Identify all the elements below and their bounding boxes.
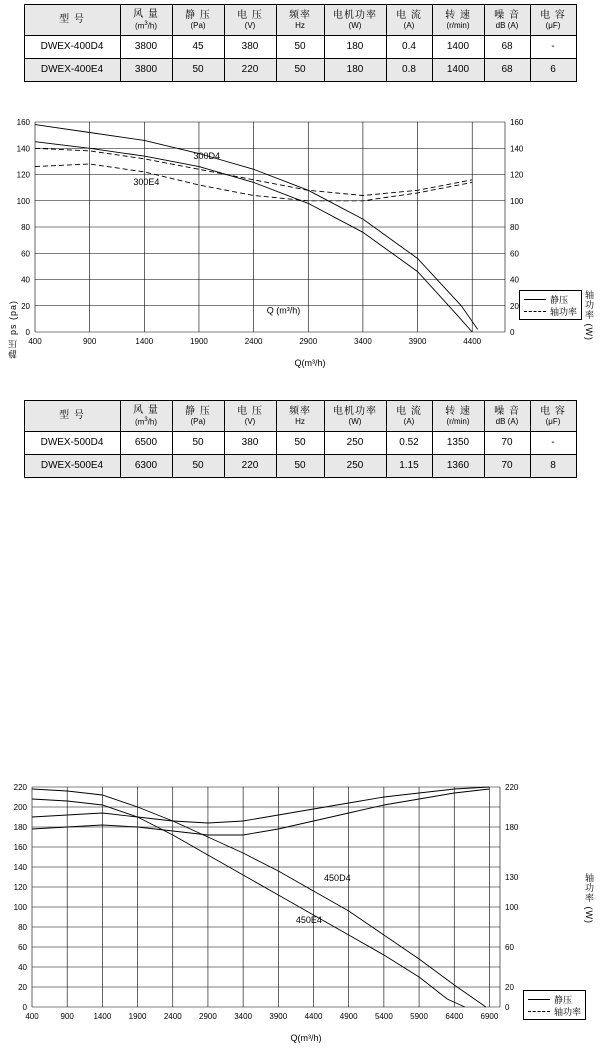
legend-label: 静压	[553, 994, 572, 1005]
table-cell: 68	[484, 59, 530, 82]
svg-text:900: 900	[82, 337, 97, 346]
legend-entry	[524, 293, 577, 305]
svg-text:180: 180	[13, 823, 27, 832]
table-cell: 0.52	[386, 432, 432, 455]
table-cell: 380	[224, 36, 276, 59]
chart-400-x-title: Q(m³/h)	[294, 358, 326, 368]
table-cell: 50	[276, 455, 324, 478]
svg-text:120: 120	[510, 170, 524, 180]
table-cell: 220	[224, 59, 276, 82]
dwex-400-spec-table	[24, 4, 577, 82]
svg-text:20: 20	[18, 983, 27, 992]
column-header: 电 容 (μF)	[530, 5, 576, 36]
svg-text:450D4: 450D4	[324, 873, 351, 883]
svg-text:130: 130	[505, 873, 519, 882]
table-cell: DWEX-400E4	[24, 59, 120, 82]
chart-400-block	[0, 110, 600, 380]
svg-text:60: 60	[510, 249, 519, 259]
svg-text:120: 120	[16, 170, 30, 180]
svg-text:2900: 2900	[299, 337, 318, 346]
svg-text:6400: 6400	[445, 1012, 464, 1021]
svg-text:40: 40	[510, 275, 519, 285]
table-cell: 0.8	[386, 59, 432, 82]
column-header: 型 号	[24, 401, 120, 432]
svg-text:60: 60	[21, 249, 30, 259]
table-cell: 50	[276, 432, 324, 455]
svg-text:180: 180	[505, 823, 519, 832]
table-cell: 380	[224, 432, 276, 455]
table-cell: 6500	[120, 432, 172, 455]
chart-400-y-right-label: 轴功率 (W)	[584, 290, 594, 341]
svg-text:3400: 3400	[354, 337, 372, 346]
svg-text:450E4: 450E4	[295, 915, 322, 925]
legend-entry	[524, 305, 577, 317]
chart-400-legend	[519, 290, 582, 320]
column-header: 电 流 (A)	[386, 401, 432, 432]
table-row	[24, 432, 576, 455]
table-cell: 50	[172, 59, 224, 82]
svg-text:5400: 5400	[374, 1012, 393, 1021]
svg-text:120: 120	[13, 883, 27, 892]
table-cell: 3800	[120, 36, 172, 59]
table-cell: 3800	[120, 59, 172, 82]
chart-500-legend	[523, 990, 586, 1020]
svg-text:100: 100	[505, 903, 519, 912]
table-cell: 8	[530, 455, 576, 478]
svg-text:80: 80	[21, 223, 30, 232]
svg-text:1900: 1900	[128, 1012, 147, 1021]
column-header: 转 速 (r/min)	[432, 401, 484, 432]
table-cell: 50	[276, 36, 324, 59]
column-header: 转 速 (r/min)	[432, 5, 484, 36]
table-cell: 70	[484, 432, 530, 455]
svg-text:2400: 2400	[163, 1012, 182, 1021]
svg-text:900: 900	[60, 1012, 74, 1021]
table-row	[24, 455, 576, 478]
legend-label: 轴功率	[553, 1006, 581, 1017]
column-header: 噪 音 dB (A)	[484, 401, 530, 432]
table-cell: 50	[172, 455, 224, 478]
table-cell: 1350	[432, 432, 484, 455]
svg-text:4400: 4400	[304, 1012, 323, 1021]
column-header: 静 压 (Pa)	[172, 5, 224, 36]
table-header-row	[24, 5, 576, 36]
svg-text:400: 400	[28, 337, 42, 346]
chart-400-plot	[0, 110, 600, 360]
legend-entry	[528, 1005, 581, 1017]
legend-entry	[528, 993, 581, 1005]
table-cell: 180	[324, 36, 386, 59]
column-header: 噪 音 dB (A)	[484, 5, 530, 36]
svg-text:0: 0	[510, 328, 515, 337]
svg-text:80: 80	[510, 223, 519, 232]
column-header: 电 流 (A)	[386, 5, 432, 36]
column-header: 频率 Hz	[276, 5, 324, 36]
svg-text:4900: 4900	[339, 1012, 358, 1021]
svg-text:1900: 1900	[190, 337, 208, 346]
table-cell: 1400	[432, 59, 484, 82]
table-cell: 68	[484, 36, 530, 59]
legend-swatch	[524, 311, 546, 312]
svg-text:0: 0	[22, 1003, 27, 1012]
svg-text:80: 80	[18, 923, 27, 932]
legend-label: 轴功率	[549, 306, 577, 317]
svg-text:5900: 5900	[410, 1012, 428, 1021]
table-cell: 250	[324, 432, 386, 455]
column-header: 电机功率 (W)	[324, 5, 386, 36]
svg-text:4400: 4400	[463, 337, 482, 346]
table-cell: 220	[224, 455, 276, 478]
svg-text:160: 160	[13, 843, 27, 852]
table-cell: 45	[172, 36, 224, 59]
svg-text:60: 60	[505, 943, 514, 952]
svg-text:3900: 3900	[269, 1012, 288, 1021]
svg-text:140: 140	[510, 144, 524, 154]
legend-swatch	[528, 1011, 550, 1012]
table-row	[24, 59, 576, 82]
table-cell: 50	[172, 432, 224, 455]
svg-text:Q (m³/h): Q (m³/h)	[266, 305, 301, 316]
legend-swatch	[528, 999, 550, 1000]
svg-text:3900: 3900	[408, 337, 427, 346]
svg-text:300E4: 300E4	[133, 177, 160, 187]
svg-text:60: 60	[18, 943, 27, 952]
svg-text:40: 40	[21, 275, 30, 285]
chart-500-y-right-label: 轴功率 (W)	[584, 873, 594, 924]
svg-text:220: 220	[505, 783, 519, 792]
table-row	[24, 36, 576, 59]
svg-text:20: 20	[505, 983, 514, 992]
column-header: 频率 Hz	[276, 401, 324, 432]
table-cell: DWEX-500D4	[24, 432, 120, 455]
svg-text:300D4: 300D4	[193, 150, 221, 161]
svg-text:2900: 2900	[199, 1012, 217, 1021]
svg-text:0: 0	[505, 1003, 510, 1012]
svg-text:3400: 3400	[234, 1012, 253, 1021]
table-header-row	[24, 401, 576, 432]
table-cell: -	[530, 36, 576, 59]
svg-text:160: 160	[510, 118, 524, 127]
svg-text:140: 140	[13, 863, 27, 872]
legend-swatch	[524, 299, 546, 300]
table-cell: 6300	[120, 455, 172, 478]
svg-text:40: 40	[18, 963, 27, 972]
svg-text:1400: 1400	[93, 1012, 112, 1021]
svg-text:0: 0	[25, 328, 30, 337]
chart-400-y-left-label: 静压 ps (pa)	[8, 300, 18, 359]
svg-text:6900: 6900	[480, 1012, 499, 1021]
dwex-400-table-block	[0, 4, 600, 82]
column-header: 电 容 (μF)	[530, 401, 576, 432]
svg-text:140: 140	[16, 144, 30, 154]
table-cell: -	[530, 432, 576, 455]
dwex-500-spec-table	[24, 400, 577, 478]
table-cell: 1400	[432, 36, 484, 59]
table-cell: 6	[530, 59, 576, 82]
svg-text:20: 20	[21, 301, 30, 311]
column-header: 风 量 $(m^3/h)$	[120, 5, 172, 36]
svg-text:200: 200	[13, 803, 27, 812]
column-header: 风 量 $(m^3/h)$	[120, 401, 172, 432]
chart-500-block	[0, 775, 600, 1055]
svg-text:2400: 2400	[244, 337, 263, 346]
column-header: 型 号	[24, 5, 120, 36]
table-cell: 70	[484, 455, 530, 478]
svg-text:100: 100	[510, 196, 524, 206]
column-header: 电机功率 (W)	[324, 401, 386, 432]
svg-text:20: 20	[510, 301, 519, 311]
column-header: 静 压 (Pa)	[172, 401, 224, 432]
table-cell: 0.4	[386, 36, 432, 59]
svg-text:100: 100	[16, 196, 30, 206]
table-cell: 180	[324, 59, 386, 82]
table-cell: 1360	[432, 455, 484, 478]
table-cell: DWEX-400D4	[24, 36, 120, 59]
chart-500-x-title: Q(m³/h)	[290, 1033, 322, 1043]
column-header: 电 压 (V)	[224, 5, 276, 36]
dwex-500-table-block	[0, 400, 600, 478]
table-cell: 50	[276, 59, 324, 82]
svg-text:160: 160	[16, 118, 30, 127]
svg-text:1400: 1400	[135, 337, 154, 346]
chart-500-plot	[0, 775, 600, 1030]
svg-text:220: 220	[13, 783, 27, 792]
legend-label: 静压	[549, 294, 568, 305]
svg-text:100: 100	[13, 903, 27, 912]
svg-text:400: 400	[25, 1012, 39, 1021]
table-cell: DWEX-500E4	[24, 455, 120, 478]
column-header: 电 压 (V)	[224, 401, 276, 432]
table-cell: 1.15	[386, 455, 432, 478]
table-cell: 250	[324, 455, 386, 478]
